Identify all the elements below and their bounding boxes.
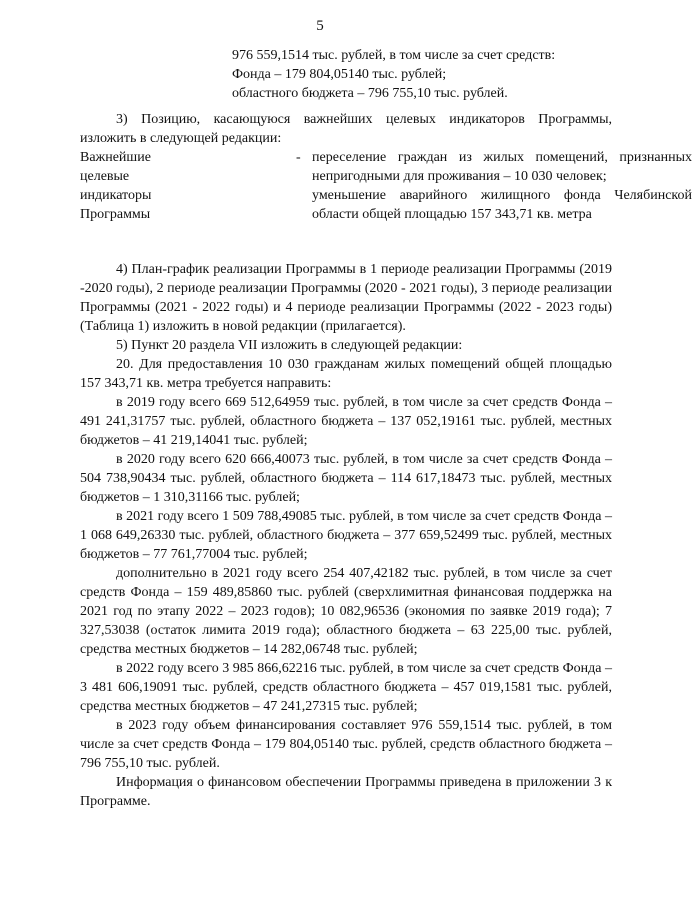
paragraph: Информация о финансовом обеспечении Программы приведена в приложении 3 к Программе. bbox=[80, 775, 612, 809]
summary-line: областного бюджета – 796 755,10 тыс. рублей. bbox=[232, 86, 508, 101]
paragraph: в 2020 году всего 620 666,40073 тыс. рублей, в том числе за счет средств Фонда – 504 738,90434 тыс. рублей, областного бюджета – 114 617,18473 тыс. рублей, местных бюджетов – 1 310,31166 тыс. рублей; bbox=[80, 452, 612, 505]
label-line: Важнейшие bbox=[80, 150, 151, 165]
indicators-values bbox=[312, 148, 692, 224]
paragraph: в 2021 году всего 1 509 788,49085 тыс. рублей, в том числе за счет средств Фонда – 1 068 649,26330 тыс. рублей, областного бюджета – 377 659,52499 тыс. рублей, местных бюджетов – 77 761,77004 тыс. рублей; bbox=[80, 509, 612, 562]
label-line: индикаторы bbox=[80, 188, 152, 203]
paragraph: 20. Для предоставления 10 030 гражданам жилых помещений общей площадью 157 343,71 кв. метра требуется направить: bbox=[80, 357, 612, 391]
page-number: 5 bbox=[316, 18, 324, 34]
indicator-value: переселение граждан из жилых помещений, признанных непригодными для проживания – 10 030 человек; bbox=[312, 150, 692, 184]
funding-summary bbox=[232, 46, 612, 103]
indicators-label bbox=[80, 148, 210, 224]
label-line: целевые bbox=[80, 169, 130, 184]
paragraph: 4) План-график реализации Программы в 1 периоде реализации Программы (2019 -2020 годы), 2 периоде реализации Программы (2020 - 2021 годы), 3 периоде реализации Программы (2021 - 2022 годы) и 4 периоде реализации Программы (2022 - 2023 годы) (Таблица 1) изложить в новой редакции (прилагается). bbox=[80, 262, 612, 334]
paragraph: в 2019 году всего 669 512,64959 тыс. рублей, в том числе за счет средств Фонда – 491 241,31757 тыс. рублей, областного бюджета – 137 052,19161 тыс. рублей, местных бюджетов – 41 219,14041 тыс. рублей; bbox=[80, 395, 612, 448]
summary-line: 976 559,1514 тыс. рублей, в том числе за счет средств: bbox=[232, 48, 556, 63]
label-line: Программы bbox=[80, 207, 151, 222]
label-dash: - bbox=[296, 150, 301, 165]
paragraph: в 2022 году всего 3 985 866,62216 тыс. рублей, в том числе за счет средств Фонда – 3 481 606,19091 тыс. рублей, средств областного бюджета – 457 019,1581 тыс. рублей, средства местных бюджетов – 47 241,27315 тыс. рублей; bbox=[80, 661, 612, 714]
document-body bbox=[80, 260, 612, 811]
item-3-paragraph: 3) Позицию, касающуюся важнейших целевых индикаторов Программы, изложить в следующей редакции: bbox=[80, 112, 612, 146]
summary-line: Фонда – 179 804,05140 тыс. рублей; bbox=[232, 67, 447, 82]
paragraph: дополнительно в 2021 году всего 254 407,42182 тыс. рублей, в том числе за счет средств Фонда – 159 489,85860 тыс. рублей (сверхлимитная финансовая поддержка на 2021 год по этапу 2022 – 2023 годов); 10 082,96536 (экономия по заявке 2019 года); 7 327,53038 (остаток лимита 2019 года); областного бюджета – 63 225,00 тыс. рублей, средства местных бюджетов – 14 282,06748 тыс. рублей; bbox=[80, 566, 612, 657]
indicator-value: уменьшение аварийного жилищного фонда Челябинской области общей площадью 157 343,71 кв. метра bbox=[312, 188, 692, 222]
paragraph: 5) Пункт 20 раздела VII изложить в следующей редакции: bbox=[116, 338, 463, 353]
paragraph: в 2023 году объем финансирования составляет 976 559,1514 тыс. рублей, в том числе за счет средств Фонда – 179 804,05140 тыс. рублей, средств областного бюджета – 796 755,10 тыс. рублей. bbox=[80, 718, 612, 771]
